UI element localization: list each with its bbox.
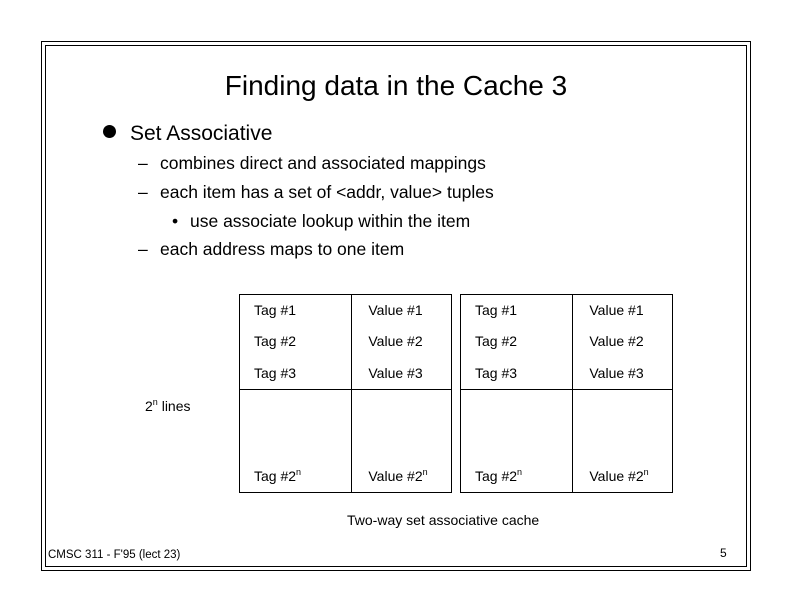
tag-cell: Tag #1 (240, 295, 352, 326)
exponent: n (152, 397, 158, 407)
empty-tag-cell (240, 390, 352, 461)
dash-icon: – (138, 239, 148, 259)
table-row (240, 295, 452, 326)
tag-cell: Tag #2 (240, 325, 352, 357)
table-row (461, 295, 673, 326)
exponent: n (422, 467, 428, 477)
table-row (240, 460, 452, 493)
value-cell: Value #1 (573, 295, 673, 326)
tag-text: Tag #2 (254, 468, 297, 484)
lines-base: 2 (145, 398, 153, 414)
tag-cell: Tag #2 (461, 325, 573, 357)
table-row (240, 325, 452, 357)
sub-bullet-text: each address maps to one item (160, 239, 405, 259)
value-cell: Value #1 (352, 295, 452, 326)
tag-text: Tag #2 (475, 468, 518, 484)
exponent: n (643, 467, 649, 477)
empty-tag-cell (461, 390, 573, 461)
sub-sub-bullet-text: use associate lookup within the item (190, 211, 471, 231)
small-bullet-icon: • (172, 211, 179, 231)
sub-bullet-text: combines direct and associated mappings (160, 153, 486, 173)
page-number: 5 (720, 546, 727, 560)
table-row (461, 357, 673, 390)
exponent: n (517, 467, 523, 477)
dash-icon: – (138, 153, 148, 173)
tag-cell: Tag #3 (461, 357, 573, 390)
lines-label (145, 398, 191, 414)
value-text: Value #2 (368, 468, 423, 484)
table-row-empty (240, 390, 452, 461)
tag-cell: Tag #3 (240, 357, 352, 390)
sub-bullet-2 (138, 182, 494, 203)
bullet-main-text: Set Associative (130, 122, 273, 145)
bullet-dot-icon (103, 125, 116, 138)
table-row (461, 325, 673, 357)
empty-value-cell (573, 390, 673, 461)
sub-sub-bullet-1 (172, 211, 470, 232)
value-cell: Value #3 (352, 357, 452, 390)
tag-cell (461, 460, 573, 493)
tag-cell: Tag #1 (461, 295, 573, 326)
table-row (461, 460, 673, 493)
value-cell: Value #3 (573, 357, 673, 390)
sub-bullet-1 (138, 153, 486, 174)
bullet-set-associative (103, 122, 272, 146)
slide-title: Finding data in the Cache 3 (224, 70, 568, 101)
value-cell: Value #2 (352, 325, 452, 357)
cache-way-1 (239, 294, 452, 493)
dash-icon: – (138, 182, 148, 202)
footer-course: CMSC 311 - F'95 (lect 23) (48, 549, 181, 561)
value-text: Value #2 (589, 468, 644, 484)
tag-cell (240, 460, 352, 493)
exponent: n (296, 467, 302, 477)
table-row (240, 357, 452, 390)
value-cell: Value #2 (573, 325, 673, 357)
sub-bullet-text: each item has a set of <addr, value> tuples (160, 182, 494, 202)
lines-text: lines (157, 398, 191, 414)
cache-way-2 (460, 294, 673, 493)
value-cell (573, 460, 673, 493)
diagram-caption: Two-way set associative cache (347, 512, 540, 528)
sub-bullet-3 (138, 239, 404, 260)
table-row-empty (461, 390, 673, 461)
value-cell (352, 460, 452, 493)
empty-value-cell (352, 390, 452, 461)
